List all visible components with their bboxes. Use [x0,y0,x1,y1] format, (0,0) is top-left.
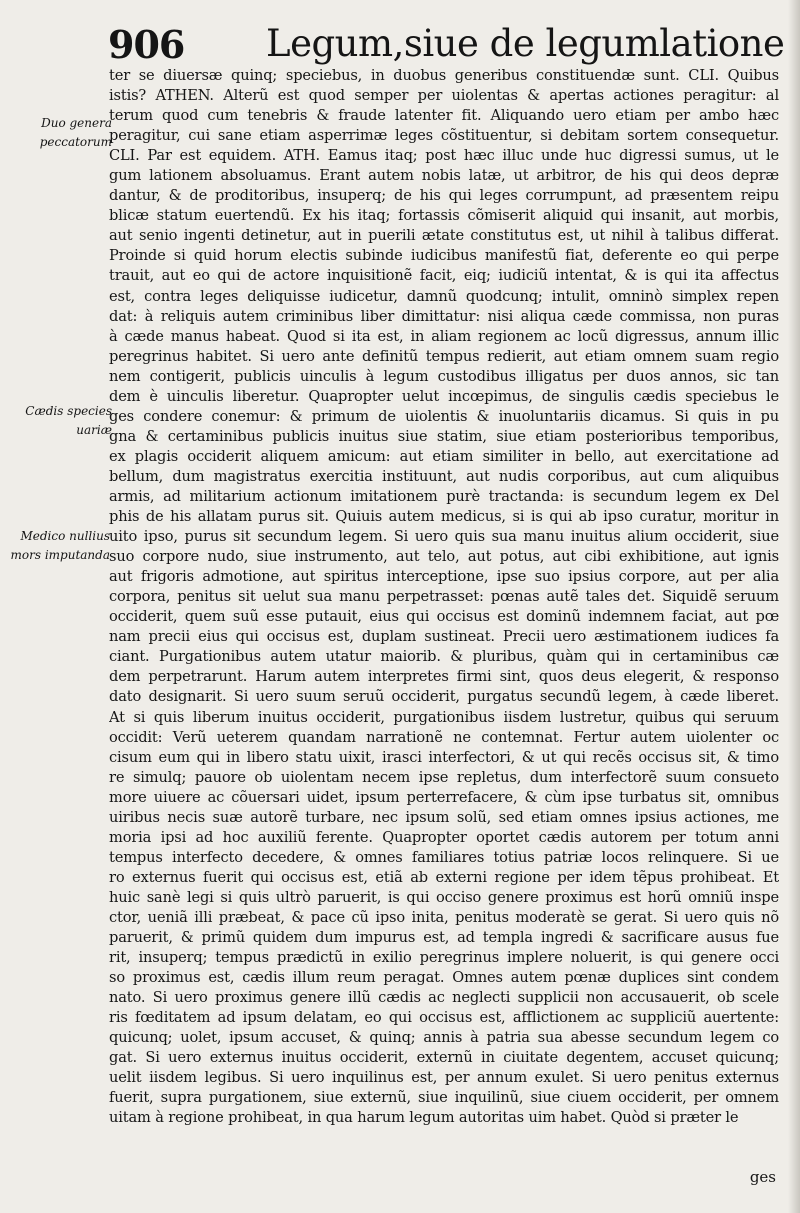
text-line: fuerit, supra purgationem, siue externũ, siue inquilinũ, siue ciuem occiderit, per omnem [109,1089,779,1107]
text-line: ges condere conemur: & primum de uiolentis & inuoluntariis dicamus. Si quis in pu [109,407,779,425]
text-line: ciant. Purgationibus autem utatur maiorib. & pluribus, quàm qui in certaminibus cæ [109,648,779,666]
text-line: blicæ statum euertendũ. Ex his itaq; fortassis cõmiserit aliquid qui insanit, aut morbis, [109,207,779,225]
text-line: gna & certaminibus publicis inuitus siue statim, siue etiam posterioribus temporibus, [109,427,779,445]
text-line: more uiuere ac cõuersari uidet, ipsum perterrefacere, & cùm ipse turbatus sit, omnibus [109,788,779,806]
text-line: corpora, penitus sit uelut sua manu perpetrasset: pœnas autẽ tales det. Siquidẽ seruum [109,588,779,606]
text-line: ctor, ueniã illi præbeat, & pace cũ ipso inita, penitus moderatè se gerat. Si uero quis nõ [109,908,779,926]
text-line: quicunq; uolet, ipsum accuset, & quinq; annis à patria sua abesse secundum legem co [109,1029,779,1047]
text-line: dantur, & de proditoribus, insuperq; de his qui leges corrumpunt, ad præsentem reipu [109,187,779,205]
text-line: ter se diuersæ quinq; speciebus, in duobus generibus constituendæ sunt. CLI. Quibus [109,67,779,84]
text-line: ex plagis occiderit aliquem amicum: aut etiam similiter in bello, aut exercitatione ad [109,447,779,465]
text-line: à cæde manus habeat. Quod si ita est, in aliam regionem ac locũ digressus, annum illic [109,327,779,345]
text-line: terum quod cum tenebris & fraude latenter fit. Aliquando uero etiam per ambo hæc [109,107,779,125]
text-line: uelit iisdem legibus. Si uero inquilinus est, per annum exulet. Si uero penitus externus [109,1069,779,1087]
text-line: aut frigoris admotione, aut spiritus interceptione, ipse suo ipsius corpore, aut per alia [109,568,779,586]
text-line: occidit: Verũ ueterem quandam narrationẽ ne contemnat. Fertur autem uiolenter oc [109,728,779,746]
text-line: Proinde si quid horum electis subinde iudicibus manifestũ fiat, deferente eo qui perpe [109,247,779,265]
text-line: dato designarit. Si uero suum seruũ occiderit, purgatus secundũ legem, à cæde liberet. [109,688,779,706]
text-line: uiribus necis suæ autorẽ turbare, nec ipsum solũ, sed etiam omnes ipsius actiones, me [109,808,779,826]
text-line: dem è uinculis liberetur. Quapropter uelut incœpimus, de singulis cædis speciebus le [109,387,779,405]
text-line: uito ipso, purus sit secundum legem. Si uero quis sua manu inuitus alium occiderit, siue [109,528,779,546]
text-line: occiderit, quem suũ esse putauit, eius qui occisus est dominũ indemnem faciat, aut pœ [109,608,779,626]
text-line: re simulq; pauore ob uiolentam necem ipse repletus, dum interfectorẽ suum consueto [109,768,779,786]
page-header [108,22,788,66]
text-line: nam precii eius qui occisus est, duplam sustineat. Precii uero æstimationem iudices fa [109,628,779,646]
text-line: paruerit, & primũ quidem dum impurus est, ad templa ingredi & sacrificare ausus fue [109,929,779,947]
text-line: aut senio ingenti detinetur, aut in puerili ætate constitutus est, ut nihil à talibus differat. [109,227,779,245]
page-number: 906 [108,22,185,67]
margin-note: Medico nullius mors imputanda [10,529,110,562]
body-text [109,66,779,1128]
page-edge-shadow [788,0,800,1213]
text-line: gum lationem absoluamus. Erant autem nobis latæ, ut arbitror, de his qui deos depræ [109,167,779,185]
text-line: so proximus est, cædis illum reum peragat. Omnes autem pœnæ duplices sint condem [109,969,779,987]
text-line: nem contigerit, publicis uinculis à legum custodibus illigatus per duos annos, sic tan [109,367,779,385]
text-line: ro externus fuerit qui occisus est, etiã ab externi regione per idem tẽpus prohibeat. Et [109,868,779,886]
text-line: dat: à reliquis autem criminibus liber dimittatur: nisi aliqua cæde commissa, non puras [109,307,779,325]
text-line: est, contra leges deliquisse iudicetur, damnũ quodcunq; intulit, omninò simplex repen [109,287,779,305]
text-line: bellum, dum magistratus exercitia instituunt, aut nudis corporibus, aut cum aliquibus [109,467,779,485]
margin-note: Cædis species uariæ [25,404,112,437]
text-line: peregrinus habitet. Si uero ante definitũ tempus redierit, aut etiam omnem suam regio [109,347,779,365]
text-line: huic sanè legi si quis ultrò paruerit, is qui occiso genere proximus est horũ omniũ inspe [109,888,779,906]
text-line: suo corpore nudo, siue instrumento, aut telo, aut potus, aut cibi exhibitione, aut ignis [109,548,779,566]
text-line: dem perpetrarunt. Harum autem interpretes firmi sint, quos deus elegerit, & responso [109,668,779,686]
text-line: At si quis liberum inuitus occiderit, purgationibus iisdem lustretur, quibus qui seruum [109,708,779,726]
catchword: ges [749,1168,776,1186]
text-line: armis, ad militarium actionum imitationem purè tractanda: is secundum legem ex Del [109,487,779,505]
text-line: rit, insuperq; tempus prædictũ in exilio peregrinus implere noluerit, is qui genere occi [109,949,779,967]
running-title: Legum,siue de legumlatione [266,22,785,65]
margin-note: Duo genera peccatorum [39,116,112,149]
text-line: CLI. Par est equidem. ATH. Eamus itaq; post hæc illuc unde huc digressi sumus, ut le [109,147,779,165]
text-line: trauit, aut eo qui de actore inquisitionẽ facit, eiq; iudiciũ intentat, & is qui ita affectus [109,267,779,285]
text-line: ris fœditatem ad ipsum delatam, eo qui occisus est, afflictionem ac suppliciũ auertente: [109,1009,779,1027]
text-line: moria ipsi ad hoc auxiliũ ferente. Quapropter oportet cædis autorem per totum anni [109,828,779,846]
text-line: uitam à regione prohibeat, in qua harum legum autoritas uim habet. Quòd si præter le [109,1109,739,1127]
text-line: peragitur, cui sane etiam asperrimæ leges cõstituentur, si debitam sortem consequetur. [109,127,779,145]
text-line: gat. Si uero externus inuitus occiderit, externũ in ciuitate degentem, accuset quicunq; [109,1049,779,1067]
text-line: istis? ATHEN. Alterũ est quod semper per uiolentas & apertas actiones peragitur: al [109,87,779,105]
text-line: cisum eum qui in libero statu uixit, irasci interfectori, & ut qui recẽs occisus sit, & timo [109,748,779,766]
text-line: nato. Si uero proximus genere illũ cædis ac neglecti supplicii non accusauerit, ob scele [109,989,779,1007]
text-line: phis de his allatam purus sit. Quiuis autem medicus, si is qui ab ipso curatur, moritur in [109,508,779,526]
text-line: tempus interfecto decedere, & omnes familiares totius patriæ locos relinquere. Si ue [109,848,779,866]
